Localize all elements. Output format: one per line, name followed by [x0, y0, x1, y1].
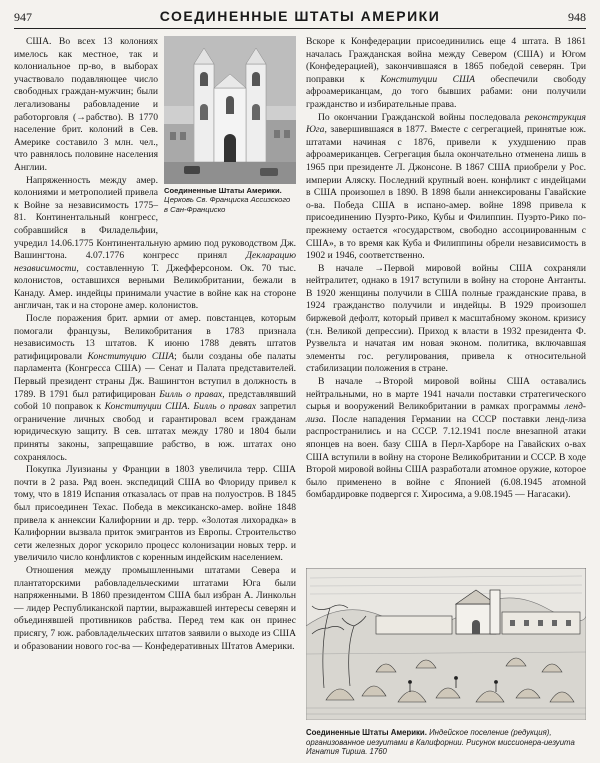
left-column: [14, 36, 296, 653]
settlement-figure: [306, 568, 586, 757]
settlement-caption: [306, 728, 586, 757]
paragraph: Напряженность между амер. колониями и метрополией привела к Войне за независимость 1775–81. Континентальный конгресс, собравшийся в Филадельфии, учредил 14.06.1775 Континентальную армию под руководством Дж. Вашингтона. 4.07.1776 конгресс принял Декларацию независимости, составленную Т. Джефферсоном. Ок. 70 тыс. колонистов, оставшихся верными Великобритании, бежали в Канаду. Амер. индейцы принимали участие в войне как на стороне англичан, так и на стороне амер. колонистов.: [14, 174, 296, 312]
church-caption-title: Соединенные Штаты Америки.: [164, 186, 282, 195]
church-caption: [164, 186, 296, 214]
church-figure: [164, 36, 296, 226]
right-page-number: 948: [567, 10, 586, 24]
right-column: [306, 36, 586, 502]
paragraph: После поражения брит. армии от амер. повстанцев, которым помогали французы, Великобритания в 1783 признала независимость 13 штатов. К июню 1788 девять штатов ратифицировали Конституцию США; были созданы обе палаты парламента (Конгресса США) — Сенат и Палата представителей. Первый президент страны Дж. Вашингтон вступил в должность в 1789. В 1791 был ратифицирован Билль о правах, представлявший собой 10 поправок к Конституции США. Билль о правах запретил ограничение личных свобод и гарантировал всем гражданам юридическую защиту. В сев. штатах между 1780 и 1804 были приняты законы, запрещавшие рабство, в юж. штатах оно сохранялось.: [14, 313, 297, 463]
running-header: [14, 8, 586, 26]
paragraph: По окончании Гражданской войны последовала реконструкция Юга, завершившаяся в 1877. Вместе с сегрегацией, принятые юж. штатами начиная с 1876, привели к ухудшению прав афроамериканцев. Сегрегация была окончательно отменена лишь в 1965 при президенте Л. Джонсоне. В 1867 США приобрели у Рос. империи Аляску. Последний крупный воен. конфликт с индейцами в США произошел в 1890. В 1898 были аннексированы Гавайские о-ва. Победа США в испано-амер. войне 1898 привела к присоединению Пуэрто-Рико, Кубы и Филиппин. Пуэрто-Рико по-прежнему остается «государством, свободно ассоциированным с США», в то время как Куба и Филиппины обрели независимость в 1902 и 1946, соответственно.: [306, 111, 586, 262]
paragraph: В начале →Второй мировой войны США оставались нейтральными, но в марте 1941 начали поставки стратегического сырья и вооружений Великобритании в рамках программы ленд-лиза. После нападения Германии на СССР поставки ленд-лиза распространились и на СССР. 7.12.1941 после внезапной атаки японцев на воен. базу США в Перл-Харборе на Гавайских о-вах США вступили в войну на стороне Великобритании и СССР. В ходе Второй мировой войны США разработали атомное оружие, которое было применено в войне с Японией (6.08.1945 атомной бомбардировке подвергся г. Хиросима, а 9.08.1945 — Нагасаки).: [306, 376, 586, 501]
paragraph: Отношения между промышленными штатами Севера и плантаторскими рабовладельческими штатами Юга были напряженными. В 1860 президентом США был избран А. Линкольн — лидер Республиканской партии, выражавшей интересы северян и объединявшей противников рабства. Перед тем как он принес присягу, 7 юж. рабовладельческих штатов заявили о выходе из США и образовании нового гос-ва — Конфедеративных Штатов Америки.: [14, 564, 296, 652]
paragraph: В начале →Первой мировой войны США сохраняли нейтралитет, однако в 1917 вступили в войну на стороне Антанты. В 1920 женщины получили в США полные гражданские права, в 1924 гражданство получили и индейцы. В 1929 произошел биржевой дефолт, который привел к масштабному эконом. кризису (т.н. Великой депрессии). Приход к власти в 1932 президента Ф. Рузвельта и начатая им новая эконом. политика, включавшая элементы гос. регулирования, привела к относительной стабилизации положения в стране.: [306, 262, 586, 375]
church-caption-text: Церковь Св. Франциска Ассизского в Сан-Франциско: [164, 195, 291, 214]
settlement-drawing: [306, 568, 586, 720]
paragraph: Покупка Луизианы у Франции в 1803 увеличила терр. США почти в 2 раза. Ряд воен. экспедиций США во Флориду привел к тому, что в 1819 Испания отказалась от прав на полуостров. В 1845 был присоединен Техас. Победа в мексиканско-амер. войне 1848 привела к аннексии Калифорнии и др. терр. «Золотая лихорадка» в Калифорнии вызвала приток эмигрантов из Европы. Строительство сети железных дорог ускорило процесс колонизации новых терр. и увеличило число конфликтов с коренным индейским населением.: [14, 464, 296, 564]
settlement-caption-title: Соединенные Штаты Америки.: [306, 728, 427, 737]
header-rule: [14, 28, 586, 29]
left-page-number: 947: [14, 10, 32, 24]
settlement-caption-text: Индейское поселение (редукция), организованное иезуитами в Калифорнии. Рисунок миссионера-иезуита Игнатия Тирша. 1760: [306, 728, 575, 757]
paragraph: Вскоре к Конфедерации присоединились еще 4 штата. В 1861 началась Гражданская война между Севером (США) и Югом (Конфедерацией), закончившаяся в 1865 победой северян. Три поправки к Конституции США обеспечили свободу афроамериканцам, до того бывших рабами: они получили гражданство и избирательные права.: [306, 36, 587, 110]
page-title: СОЕДИНЕННЫЕ ШТАТЫ АМЕРИКИ: [159, 8, 441, 24]
paragraph: США. Во всех 13 колониях имелось как местное, так и колониальное пр-во, в выборах участвовало подавляющее число свободных граждан-мужчин; были легализованы рабовладение и работорговля (→рабство). В 1770 население брит. колоний в Сев. Америке составило 3 млн. чел., что равнялось половине населения Англии.: [14, 36, 158, 173]
church-photo: [164, 36, 296, 184]
